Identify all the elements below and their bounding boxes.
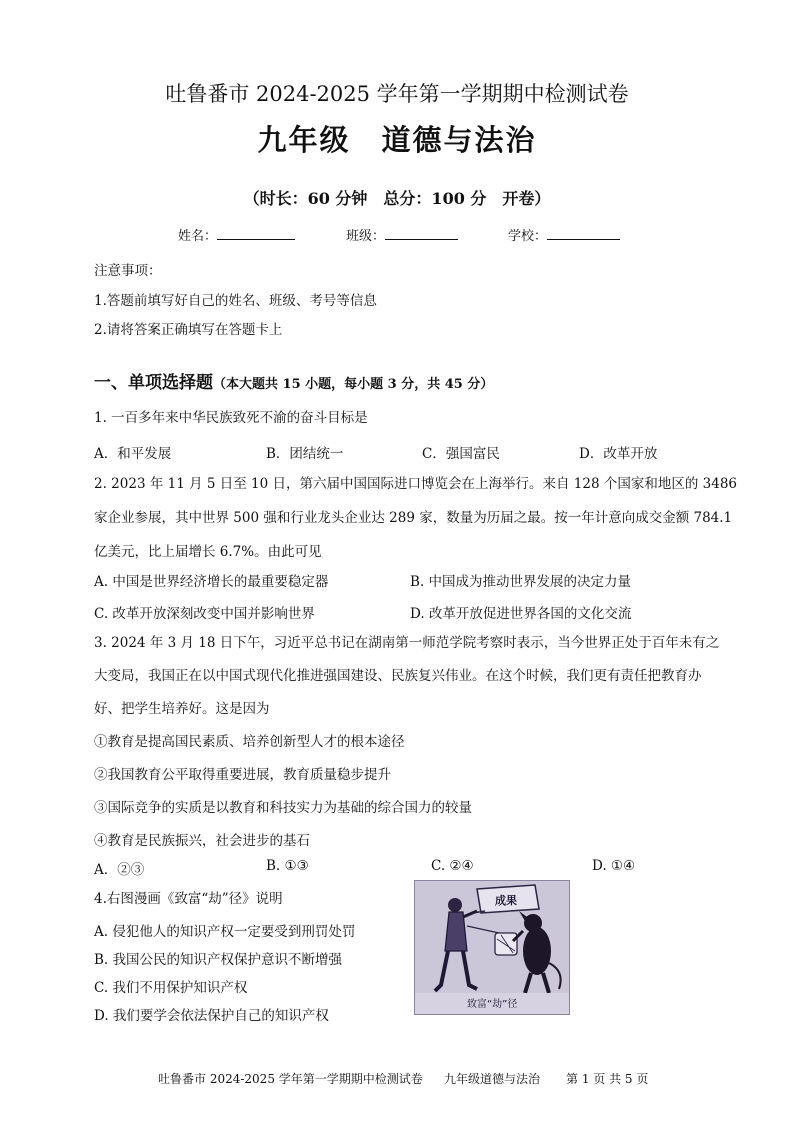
question-1-stem: 1. 一百多年来中华民族致死不渝的奋斗目标是 (94, 410, 368, 426)
name-field (178, 225, 295, 244)
question-2-line: 亿美元，比上届增长 6.7%。由此可见 (94, 544, 322, 560)
q2-option-a: A. 中国是世界经济增长的最重要稳定器 (94, 574, 329, 590)
note-item: 1.答题前填写好自己的姓名、班级、考号等信息 (94, 293, 377, 309)
q2-option-d: D. 改革开放促进世界各国的文化交流 (410, 606, 632, 622)
q4-option-a: A. 侵犯他人的知识产权一定要受到刑罚处罚 (94, 924, 356, 940)
notes-heading: 注意事项： (94, 263, 162, 279)
exam-title: 吐鲁番市 2024-2025 学年第一学期期中检测试卷 (165, 82, 629, 106)
question-4-stem: 4.右图漫画《致富“劫”径》说明 (94, 891, 283, 907)
name-label: 姓名： (178, 229, 218, 244)
cartoon-caption: 致富“劫”径 (467, 999, 518, 1010)
school-label: 学校： (508, 229, 548, 244)
note-item: 2.请将答案正确填写在答题卡上 (94, 322, 283, 338)
q1-option-b: B．团结统一 (266, 446, 344, 462)
subject-title: 九年级 道德与法治 (257, 123, 537, 157)
q1-option-d: D．改革开放 (579, 446, 658, 462)
cartoon-drawing (415, 881, 569, 1014)
q2-option-b: B. 中国成为推动世界发展的决定力量 (410, 574, 632, 590)
section-title: 一、单项选择题 (94, 373, 213, 393)
name-blank (217, 226, 295, 240)
q1-option-c: C．强国富民 (422, 446, 500, 462)
question-3-statement: ②我国教育公平取得重要进展，教育质量稳步提升 (94, 767, 391, 783)
q1-option-a: A．和平发展 (94, 446, 172, 462)
q3-option-c: C. ②④ (431, 858, 474, 874)
question-3-line: 大变局，我国正在以中国式现代化推进强国建设、民族复兴伟业。在这个时候，我们更有责任把教育办 (94, 668, 702, 684)
question-2-line: 2. 2023 年 11 月 5 日至 10 日，第六届中国国际进口博览会在上海举行。来自 128 个国家和地区的 3486 (94, 476, 738, 492)
section-heading (94, 368, 493, 393)
question-3-line: 好、把学生培养好。这是因为 (94, 701, 270, 717)
cartoon-image (414, 880, 570, 1015)
question-3-line: 3. 2024 年 3 月 18 日下午，习近平总书记在湖南第一师范学院考察时表示，当今世界正处于百年未有之 (94, 635, 720, 651)
q4-option-d: D. 我们要学会依法保护自己的知识产权 (94, 1008, 329, 1024)
section-subtitle: （本大题共 15 小题，每小题 3 分，共 45 分） (213, 377, 494, 392)
q2-option-c: C. 改革开放深刻改变中国并影响世界 (94, 606, 315, 622)
class-blank (385, 226, 458, 240)
question-3-statement: ④教育是民族振兴，社会进步的基石 (94, 833, 310, 849)
question-2-line: 家企业参展，其中世界 500 强和行业龙头企业达 289 家，数量为历届之最。按一年计意向成交金额 784.1 (94, 510, 733, 526)
q3-option-a: A．②③ (94, 862, 145, 878)
cartoon-sign-text: 成果 (495, 894, 517, 907)
footer-page: 第 1 页 共 5 页 (566, 1072, 649, 1086)
question-3-statement: ①教育是提高国民素质、培养创新型人才的根本途径 (94, 734, 405, 750)
exam-meta: （时长：60 分钟 总分：100 分 开卷） (243, 189, 551, 208)
footer-exam: 吐鲁番市 2024-2025 学年第一学期期中检测试卷 (158, 1072, 423, 1086)
q4-option-b: B. 我国公民的知识产权保护意识不断增强 (94, 952, 343, 968)
class-field (346, 225, 458, 244)
q4-option-c: C. 我们不用保护知识产权 (94, 980, 248, 996)
question-3-statement: ③国际竞争的实质是以教育和科技实力为基础的综合国力的较量 (94, 800, 472, 816)
footer-subject: 九年级道德与法治 (444, 1072, 541, 1086)
q3-option-b: B. ①③ (266, 858, 309, 874)
school-field (508, 225, 620, 244)
q3-option-d: D. ①④ (592, 858, 636, 874)
school-blank (547, 226, 620, 240)
class-label: 班级： (346, 229, 386, 244)
